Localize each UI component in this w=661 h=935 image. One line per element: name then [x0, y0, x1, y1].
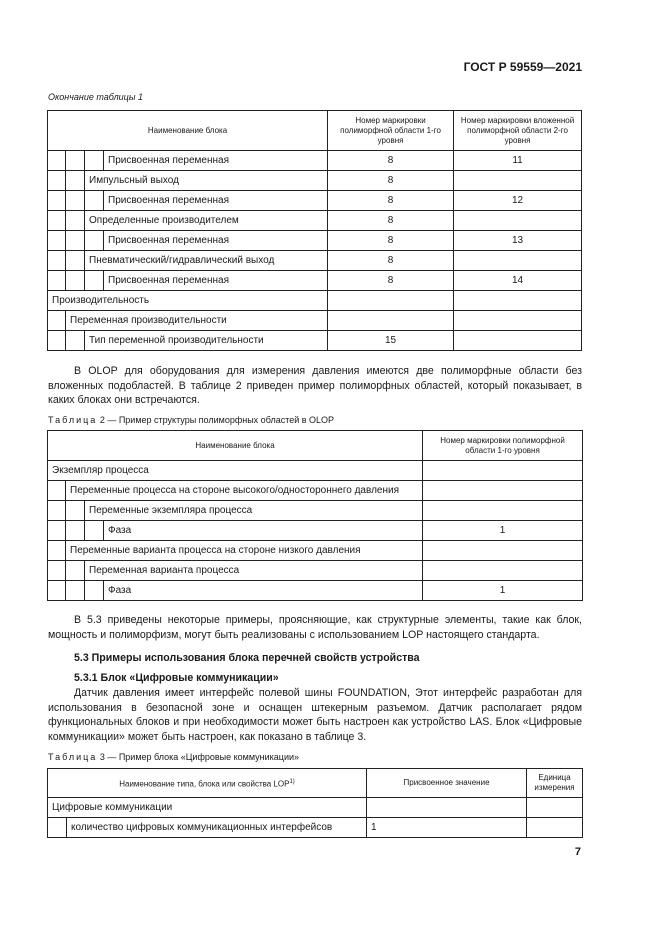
value-cell [423, 561, 583, 581]
table-row [48, 501, 583, 521]
table-row [48, 581, 583, 601]
value-cell [454, 211, 582, 231]
table-header-row [48, 111, 582, 151]
value-cell [527, 818, 583, 838]
paragraph-text: В 5.3 приведены некоторые примеры, проясняющие, как структурные элементы, такие как блок, мощность и полиморфизм, могут быть реализованы с использованием LOP настоящего стандарта. [48, 614, 582, 641]
header-level2: Номер маркировки вложенной полиморфной области 2-го уровня [454, 111, 582, 151]
paragraph-olop [48, 364, 582, 408]
value-cell [328, 291, 454, 311]
block-name-cell: Присвоенная переменная [104, 271, 328, 291]
indent-cell [48, 311, 66, 331]
value-cell: 13 [454, 231, 582, 251]
indent-cell [48, 231, 66, 251]
value-cell: 8 [328, 231, 454, 251]
document-code: ГОСТ Р 59559—2021 [463, 60, 582, 74]
indent-cell [48, 191, 66, 211]
indent-cell [48, 331, 66, 351]
table-row [48, 271, 582, 291]
header-level1: Номер маркировки полиморфной области 1-го уровня [328, 111, 454, 151]
indent-cell [48, 481, 66, 501]
indent-cell [66, 231, 85, 251]
block-name-cell: Импульсный выход [85, 171, 328, 191]
block-name-cell: Фаза [104, 521, 423, 541]
paragraph-examples [48, 613, 582, 642]
indent-cell [66, 251, 85, 271]
table-2 [47, 430, 583, 601]
section-heading-5-3-1: 5.3.1 Блок «Цифровые коммуникации» [74, 672, 279, 684]
value-cell: 11 [454, 151, 582, 171]
value-cell: 14 [454, 271, 582, 291]
block-name-cell: Экземпляр процесса [48, 461, 423, 481]
indent-cell [85, 581, 104, 601]
table1-caption: Окончание таблицы 1 [48, 92, 143, 102]
table-row [48, 291, 582, 311]
indent-cell [66, 521, 85, 541]
value-cell [527, 798, 583, 818]
table-header-row [48, 431, 583, 461]
table-row [48, 521, 583, 541]
caption-text: 2 — Пример структуры полиморфных областей в OLOP [99, 415, 335, 425]
value-cell: 8 [328, 211, 454, 231]
indent-cell [48, 561, 66, 581]
table-row [48, 541, 583, 561]
value-cell [423, 501, 583, 521]
header-type-name [48, 769, 367, 798]
header-level1: Номер маркировки полиморфной области 1-го уровня [423, 431, 583, 461]
block-name-cell: Переменные варианта процесса на стороне низкого давления [66, 541, 423, 561]
table-row [48, 311, 582, 331]
header-assigned-value: Присвоенное значение [367, 769, 527, 798]
indent-cell [48, 251, 66, 271]
table-row [48, 231, 582, 251]
value-cell [454, 171, 582, 191]
indent-cell [66, 171, 85, 191]
block-name-cell: Присвоенная переменная [104, 151, 328, 171]
header-block-name: Наименование блока [48, 111, 328, 151]
table-row [48, 798, 583, 818]
indent-cell [85, 231, 104, 251]
indent-cell [85, 271, 104, 291]
indent-cell [48, 151, 66, 171]
table-header-row [48, 769, 583, 798]
indent-cell [48, 171, 66, 191]
caption-prefix: Таблица [48, 752, 98, 762]
indent-cell [48, 271, 66, 291]
page-number: 7 [574, 846, 581, 858]
footnote-mark: 1) [289, 778, 295, 785]
block-name-cell: Цифровые коммуникации [48, 798, 367, 818]
value-cell: 15 [328, 331, 454, 351]
value-cell: 8 [328, 251, 454, 271]
indent-cell [66, 271, 85, 291]
block-name-cell: Переменные экземпляра процесса [85, 501, 423, 521]
section-heading-5-3: 5.3 Примеры использования блока перечней свойств устройства [74, 652, 420, 664]
block-name-cell: количество цифровых коммуникационных интерфейсов [67, 818, 367, 838]
header-text: Наименование типа, блока или свойства LOP [119, 779, 290, 789]
block-name-cell: Переменная производительности [66, 311, 328, 331]
value-cell [454, 251, 582, 271]
value-cell [454, 331, 582, 351]
table-row [48, 171, 582, 191]
block-name-cell: Определенные производителем [85, 211, 328, 231]
caption-prefix: Таблица [48, 415, 98, 425]
indent-cell [66, 501, 85, 521]
caption-text: 3 — Пример блока «Цифровые коммуникации» [99, 752, 300, 762]
paragraph-sensor [48, 686, 582, 744]
table-row [48, 331, 582, 351]
indent-cell [66, 331, 85, 351]
block-name-cell: Тип переменной производительности [85, 331, 328, 351]
table-row [48, 818, 583, 838]
table3-caption [48, 752, 299, 762]
indent-cell [85, 521, 104, 541]
table-row [48, 151, 582, 171]
value-cell [454, 311, 582, 331]
value-cell: 1 [423, 521, 583, 541]
value-cell: 1 [367, 818, 527, 838]
block-name-cell: Производительность [48, 291, 328, 311]
value-cell [328, 311, 454, 331]
table-row [48, 251, 582, 271]
value-cell: 8 [328, 191, 454, 211]
block-name-cell: Переменная варианта процесса [85, 561, 423, 581]
indent-cell [66, 151, 85, 171]
value-cell [423, 481, 583, 501]
paragraph-text: Датчик давления имеет интерфейс полевой шины FOUNDATION, Этот интерфейс разработан для использования в безопасной зоне и оснащен штекерным разъемом. Датчик располагает рядом функциональных блоков и при необходимости может быть настроен как устройство LAS. Блок «Цифровые коммуникации» может быть настроен, как показано в таблице 3. [48, 687, 582, 743]
table-1 [47, 110, 582, 351]
indent-cell [66, 211, 85, 231]
indent-cell [48, 581, 66, 601]
table-row [48, 561, 583, 581]
indent-cell [66, 561, 85, 581]
indent-cell [66, 581, 85, 601]
block-name-cell: Присвоенная переменная [104, 231, 328, 251]
block-name-cell: Переменные процесса на стороне высокого/одностороннего давления [66, 481, 423, 501]
value-cell: 8 [328, 151, 454, 171]
indent-cell [48, 501, 66, 521]
indent-cell [48, 818, 67, 838]
table-3 [47, 768, 583, 838]
value-cell [423, 541, 583, 561]
value-cell: 1 [423, 581, 583, 601]
indent-cell [66, 191, 85, 211]
block-name-cell: Присвоенная переменная [104, 191, 328, 211]
header-unit: Единица измерения [527, 769, 583, 798]
value-cell [423, 461, 583, 481]
value-cell: 12 [454, 191, 582, 211]
value-cell [454, 291, 582, 311]
value-cell [367, 798, 527, 818]
indent-cell [48, 211, 66, 231]
table-row [48, 191, 582, 211]
value-cell: 8 [328, 271, 454, 291]
table-row [48, 211, 582, 231]
indent-cell [48, 541, 66, 561]
block-name-cell: Фаза [104, 581, 423, 601]
table-row [48, 461, 583, 481]
indent-cell [85, 151, 104, 171]
table2-caption [48, 415, 334, 425]
indent-cell [85, 191, 104, 211]
header-block-name: Наименование блока [48, 431, 423, 461]
block-name-cell: Пневматический/гидравлический выход [85, 251, 328, 271]
table-row [48, 481, 583, 501]
paragraph-text: В OLOP для оборудования для измерения давления имеются две полиморфные области без вложенных подобластей. В таблице 2 приведен пример полиморфных областей, который показывает, в каких блоках они встречаются. [48, 365, 582, 406]
indent-cell [48, 521, 66, 541]
value-cell: 8 [328, 171, 454, 191]
